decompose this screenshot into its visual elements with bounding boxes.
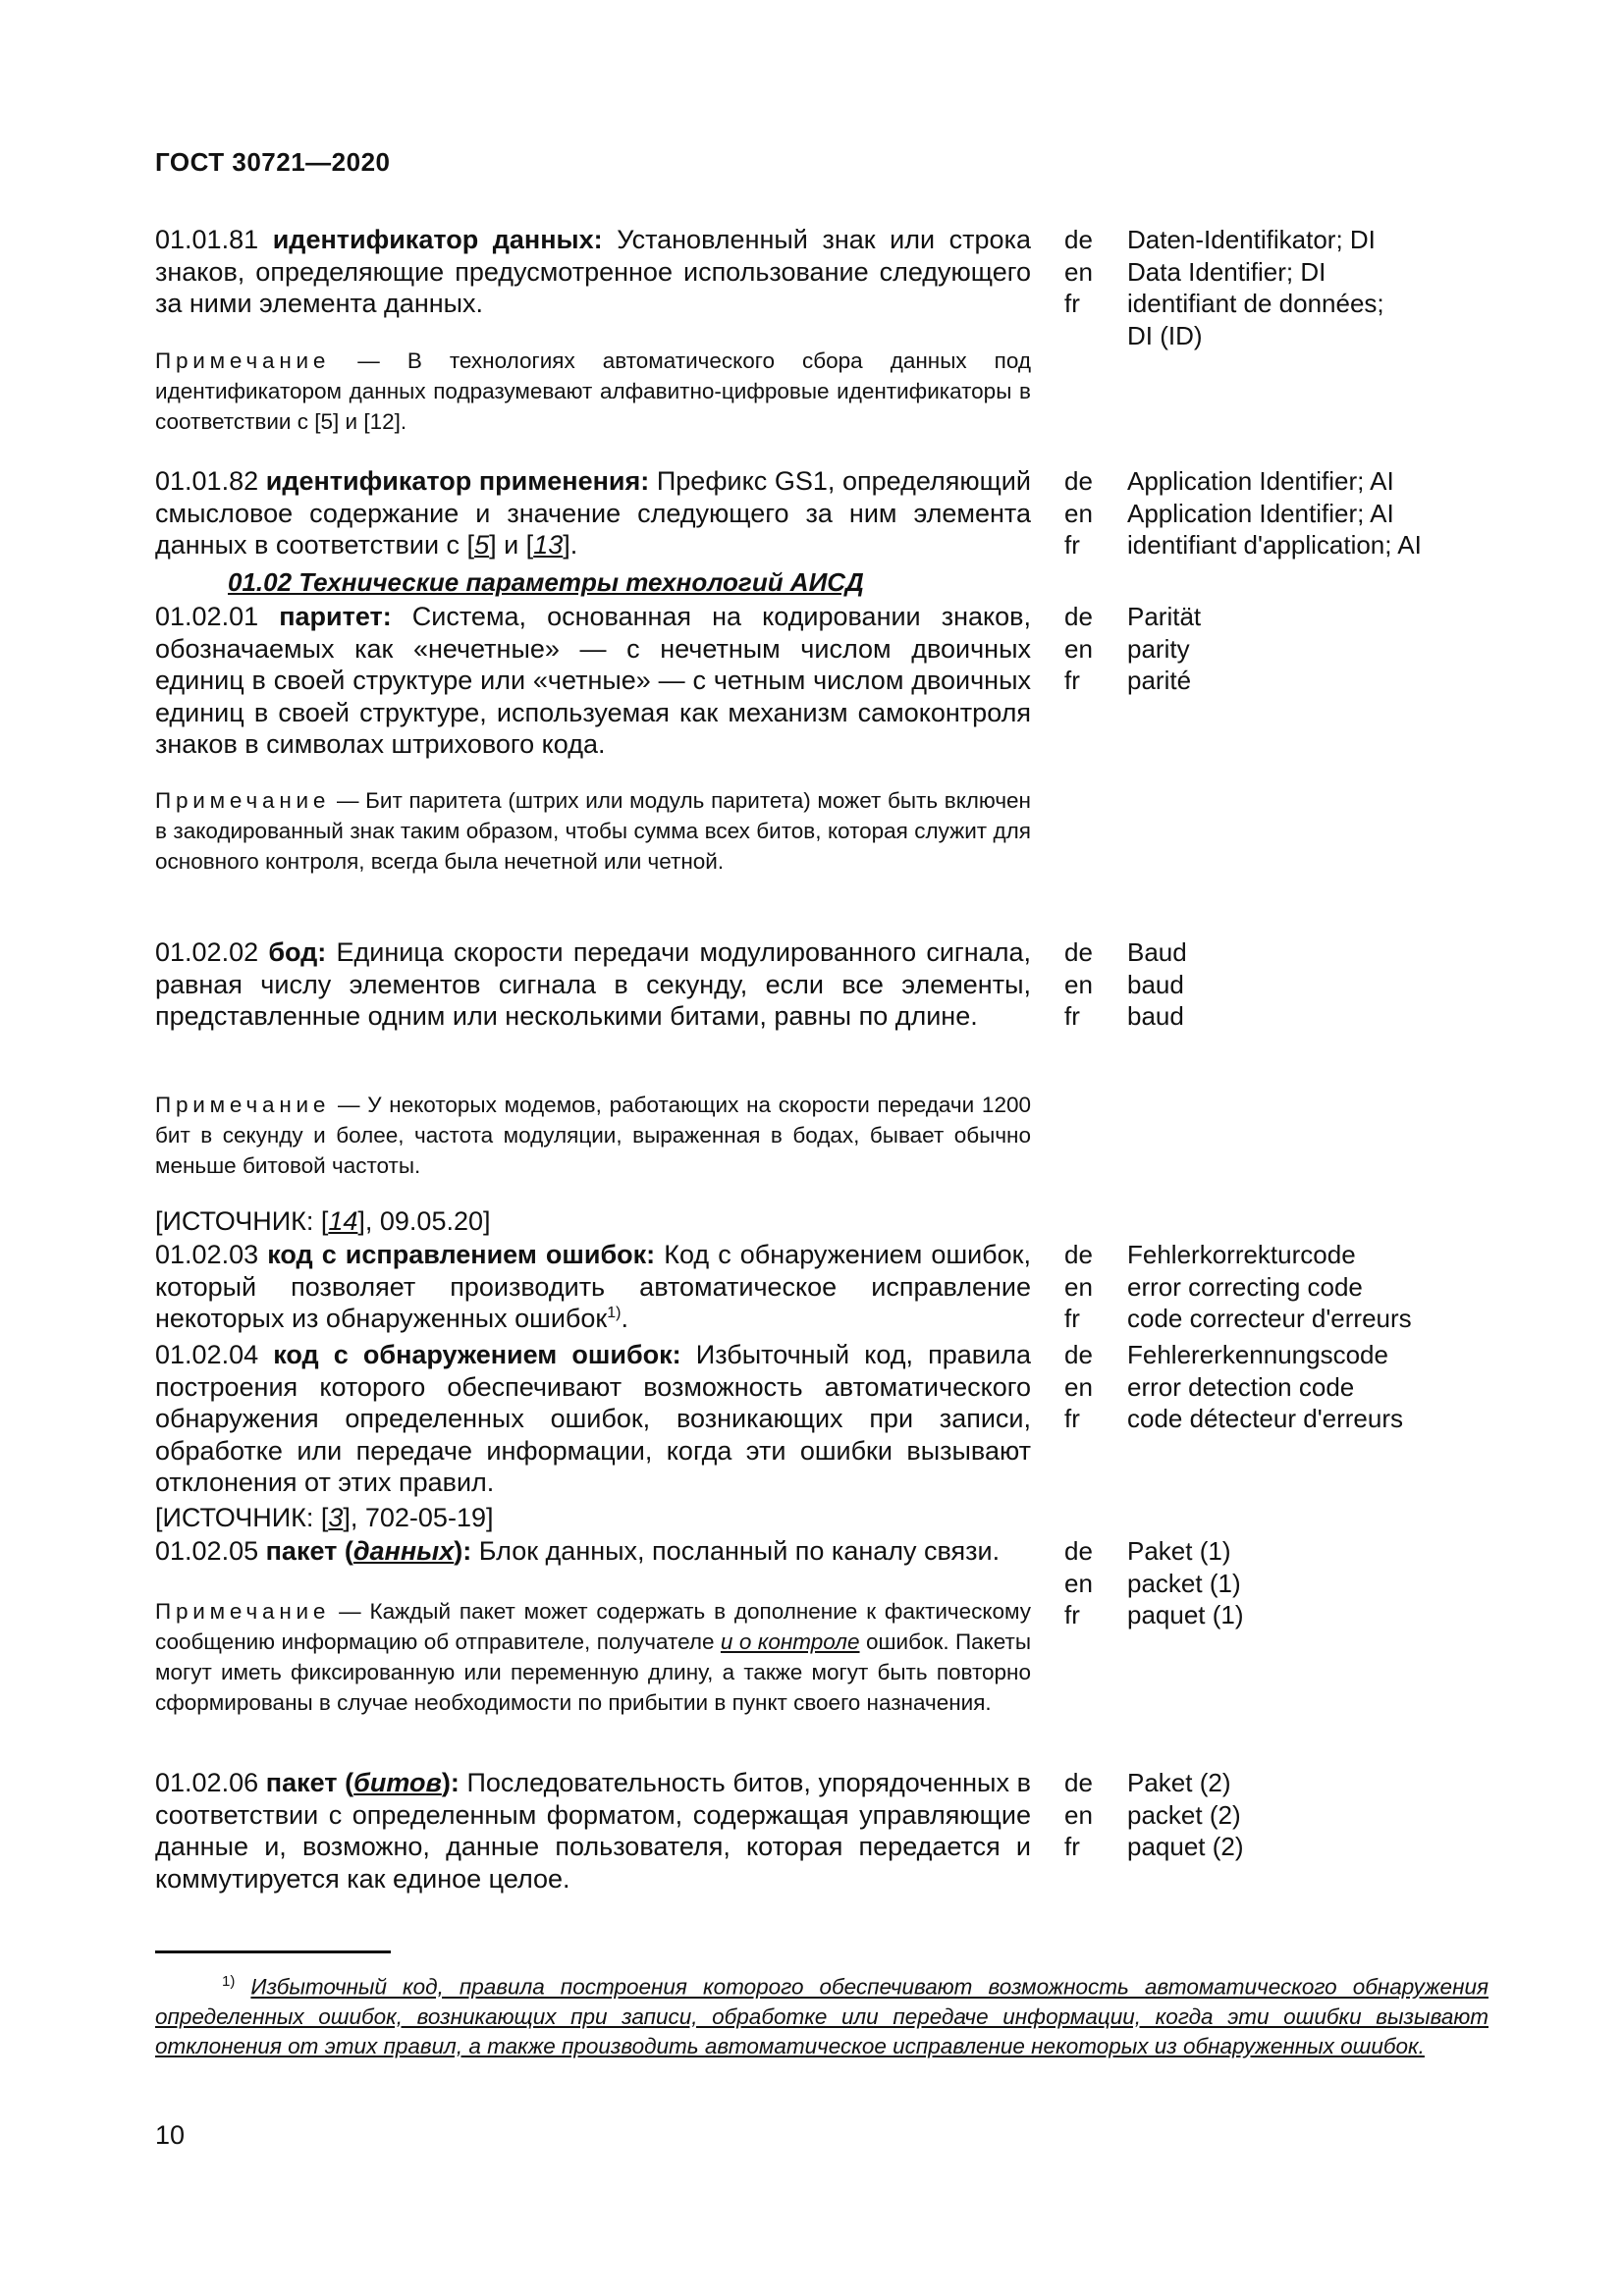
equiv-en: baud (1127, 969, 1184, 999)
equiv-de: Baud (1127, 937, 1187, 967)
foreign-equivalents (1127, 601, 1520, 697)
equiv-en: Application Identifier; AI (1127, 498, 1394, 528)
term-number: 01.02.06 (155, 1768, 259, 1797)
lang-code-fr: fr (1064, 666, 1080, 695)
lang-code-de: de (1064, 1240, 1093, 1269)
note-label: Примечание (155, 1599, 331, 1624)
term-definition (155, 601, 1031, 761)
section-title: 01.02 Технические параметры технологий АИСД (228, 567, 864, 597)
language-codes (1064, 1239, 1123, 1335)
equiv-en: packet (2) (1127, 1799, 1241, 1830)
reference-link[interactable]: 13 (533, 530, 564, 560)
term-definition (155, 224, 1031, 320)
language-codes (1064, 1535, 1123, 1631)
equiv-de: Parität (1127, 602, 1202, 631)
term-definition (155, 465, 1031, 561)
lang-code-de: de (1064, 1340, 1093, 1369)
equiv-de: Application Identifier; AI (1127, 466, 1394, 496)
source-reference (155, 1205, 491, 1237)
term-definition (155, 1767, 1031, 1895)
definition-text: Префикс GS1, определяющий смысловое содержание и значение следующего за ним элемента данных в соответствии с [ (155, 466, 1031, 560)
equiv-de: Paket (1) (1127, 1536, 1231, 1566)
lang-code-en: en (1064, 1799, 1093, 1830)
equiv-fr: baud (1127, 1001, 1184, 1031)
equiv-en: parity (1127, 633, 1190, 664)
equiv-fr-abbr: DI (ID) (1127, 320, 1203, 350)
foreign-equivalents (1127, 936, 1520, 1033)
language-codes (1064, 1767, 1123, 1863)
term-number: 01.01.81 (155, 225, 259, 254)
equiv-fr: identifiant de données; (1127, 289, 1384, 318)
definition-text: Избыточный код, правила построения которого обеспечивают возможность автоматического обнаружения определенных ошибок, возникающих при записи, обработке или передаче информации, когда эти ошибки вызывают отклонения от этих правил. (155, 1340, 1031, 1497)
foreign-equivalents (1127, 1239, 1520, 1335)
term-name: идентификатор применения: (265, 466, 650, 496)
equiv-fr: code détecteur d'erreurs (1127, 1404, 1404, 1433)
definition-text: Код с обнаружением ошибок, который позволяет производить автоматическое исправление некоторых из обнаруженных ошибок (155, 1240, 1031, 1333)
term-name: паритет: (279, 602, 392, 631)
definition-text: Блок данных, посланный по каналу связи. (478, 1536, 1001, 1566)
source-suffix: ], 09.05.20] (357, 1206, 491, 1236)
note-text: — У некоторых модемов, работающих на скорости передачи 1200 бит в секунду и более, частота модуляции, выраженная в бодах, бывает обычно меньше битовой частоты. (155, 1093, 1031, 1178)
lang-code-fr: fr (1064, 289, 1080, 318)
source-suffix: ], 702-05-19] (343, 1503, 494, 1532)
definition-text-end: . (621, 1304, 628, 1333)
foreign-equivalents (1127, 224, 1520, 351)
definition-text: Установленный знак или строка знаков, определяющие предусмотренное использование следующего за ними элемента данных. (155, 225, 1031, 318)
language-codes (1064, 936, 1123, 1033)
equiv-de: Daten-Identifikator; DI (1127, 225, 1376, 254)
lang-code-en: en (1064, 1371, 1093, 1402)
term-name-qualifier: битов (353, 1768, 442, 1797)
reference-link[interactable]: 5 (474, 530, 490, 560)
equiv-en: error correcting code (1127, 1271, 1363, 1302)
lang-code-de: de (1064, 602, 1093, 631)
page-number: 10 (155, 2120, 186, 2150)
footnote-divider (155, 1950, 391, 1953)
equiv-en: error detection code (1127, 1371, 1355, 1402)
definition-text: Последовательность битов, упорядоченных в соответствии с определенным форматом, содержащая управляющие данные и, возможно, данные пользователя, которая передается и коммутируется как единое целое. (155, 1768, 1031, 1894)
equiv-fr: identifiant d'application; AI (1127, 530, 1422, 560)
note-text: — В технологиях автоматического сбора данных под идентификатором данных подразумевают алфавитно-цифровые идентификаторы в соответствии с [5] и [12]. (155, 348, 1031, 434)
document-header: ГОСТ 30721—2020 (155, 147, 391, 177)
lang-code-en: en (1064, 256, 1093, 287)
equiv-fr: parité (1127, 666, 1192, 695)
footnote-marker[interactable]: 1) (607, 1305, 622, 1321)
lang-code-fr: fr (1064, 1001, 1080, 1031)
term-name: код с обнаружением ошибок: (273, 1340, 681, 1369)
term-definition (155, 1339, 1031, 1499)
term-name-pre: пакет ( (265, 1768, 354, 1797)
note-underlined-text: и о контроле (720, 1629, 860, 1654)
equiv-fr: code correcteur d'erreurs (1127, 1304, 1412, 1333)
lang-code-fr: fr (1064, 1600, 1080, 1629)
equiv-de: Paket (2) (1127, 1768, 1231, 1797)
note-text: — Бит паритета (штрих или модуль паритета) может быть включен в закодированный знак таким образом, чтобы сумма всех битов, которая служит для основного контроля, всегда была нечетной или четной. (155, 788, 1031, 874)
reference-link[interactable]: 3 (328, 1503, 344, 1532)
language-codes (1064, 224, 1123, 320)
equiv-de: Fehlererkennungscode (1127, 1340, 1388, 1369)
foreign-equivalents (1127, 1767, 1520, 1863)
term-number: 01.01.82 (155, 466, 259, 496)
term-name-qualifier: данных (352, 1536, 455, 1566)
language-codes (1064, 465, 1123, 561)
lang-code-en: en (1064, 1568, 1093, 1598)
equiv-fr: paquet (1) (1127, 1600, 1244, 1629)
lang-code-en: en (1064, 498, 1093, 528)
equiv-en: packet (1) (1127, 1568, 1241, 1598)
term-name: бод: (268, 937, 327, 967)
source-prefix: [ИСТОЧНИК: [ (155, 1206, 329, 1236)
definition-text: Система, основанная на кодировании знаков, обозначаемых как «нечетные» — с нечетным числом двоичных единиц в своей структуре или «четные» — с четным числом двоичных единиц в своей структуре, используемая как механизм самоконтроля знаков в символах штрихового кода. (155, 602, 1031, 759)
footnote-number: 1) (222, 1973, 236, 1990)
foreign-equivalents (1127, 1339, 1520, 1435)
foreign-equivalents (1127, 465, 1540, 561)
language-codes (1064, 601, 1123, 697)
lang-code-fr: fr (1064, 1404, 1080, 1433)
term-number: 01.02.01 (155, 602, 259, 631)
equiv-de: Fehlerkorrekturcode (1127, 1240, 1356, 1269)
note-text: — Каждый пакет может содержать в дополнение к фактическому сообщению информацию об отправителе, получателе (155, 1599, 1031, 1654)
term-number: 01.02.03 (155, 1240, 259, 1269)
term-definition (155, 936, 1031, 1033)
term-name: код с исправлением ошибок: (267, 1240, 656, 1269)
term-name (266, 1536, 472, 1566)
foreign-equivalents (1127, 1535, 1520, 1631)
term-name: идентификатор данных: (272, 225, 603, 254)
term-definition (155, 1239, 1031, 1335)
footnote (155, 1967, 1489, 2061)
source-prefix: [ИСТОЧНИК: [ (155, 1503, 329, 1532)
definition-text-mid: ] и [ (489, 530, 534, 560)
term-number: 01.02.05 (155, 1536, 259, 1566)
lang-code-en: en (1064, 1271, 1093, 1302)
lang-code-de: de (1064, 225, 1093, 254)
language-codes (1064, 1339, 1123, 1435)
lang-code-de: de (1064, 1768, 1093, 1797)
lang-code-de: de (1064, 937, 1093, 967)
term-name-post: ): (454, 1536, 472, 1566)
note (155, 785, 1031, 877)
term-definition (155, 1535, 1031, 1568)
term-number: 01.02.04 (155, 1340, 259, 1369)
lang-code-en: en (1064, 633, 1093, 664)
lang-code-de: de (1064, 466, 1093, 496)
term-number: 01.02.02 (155, 937, 259, 967)
note (155, 1090, 1031, 1181)
note-label: Примечание (155, 788, 331, 813)
reference-link[interactable]: 14 (328, 1206, 358, 1236)
equiv-en: Data Identifier; DI (1127, 256, 1326, 287)
equiv-fr: paquet (2) (1127, 1832, 1244, 1861)
footnote-text: Избыточный код, правила построения которого обеспечивают возможность автоматического обнаружения определенных ошибок, возникающих при записи, обработке или передаче информации, когда эти ошибки вызывают отклонения от этих правил, а также производить автоматическое исправление некоторых из обнаруженных ошибок. (155, 1974, 1489, 2058)
lang-code-fr: fr (1064, 1304, 1080, 1333)
lang-code-en: en (1064, 969, 1093, 999)
term-name (266, 1768, 460, 1797)
note (155, 346, 1031, 437)
note-text-cont: ошибок. Пакеты могут иметь фиксированную или переменную длину, а также могут быть повторно сформированы в случае необходимости по прибытии в пункт своего назначения. (155, 1629, 1031, 1715)
note (155, 1596, 1031, 1718)
lang-code-fr: fr (1064, 530, 1080, 560)
note-label: Примечание (155, 348, 331, 373)
lang-code-fr: fr (1064, 1832, 1080, 1861)
source-reference (155, 1502, 493, 1533)
definition-text-end: ]. (563, 530, 578, 560)
term-name-post: ): (441, 1768, 460, 1797)
definition-text: Единица скорости передачи модулированного сигнала, равная числу элементов сигнала в секунду, если все элементы, представленные одним или несколькими битами, равны по длине. (155, 937, 1031, 1031)
lang-code-de: de (1064, 1536, 1093, 1566)
note-label: Примечание (155, 1093, 331, 1117)
term-name-pre: пакет ( (265, 1536, 353, 1566)
